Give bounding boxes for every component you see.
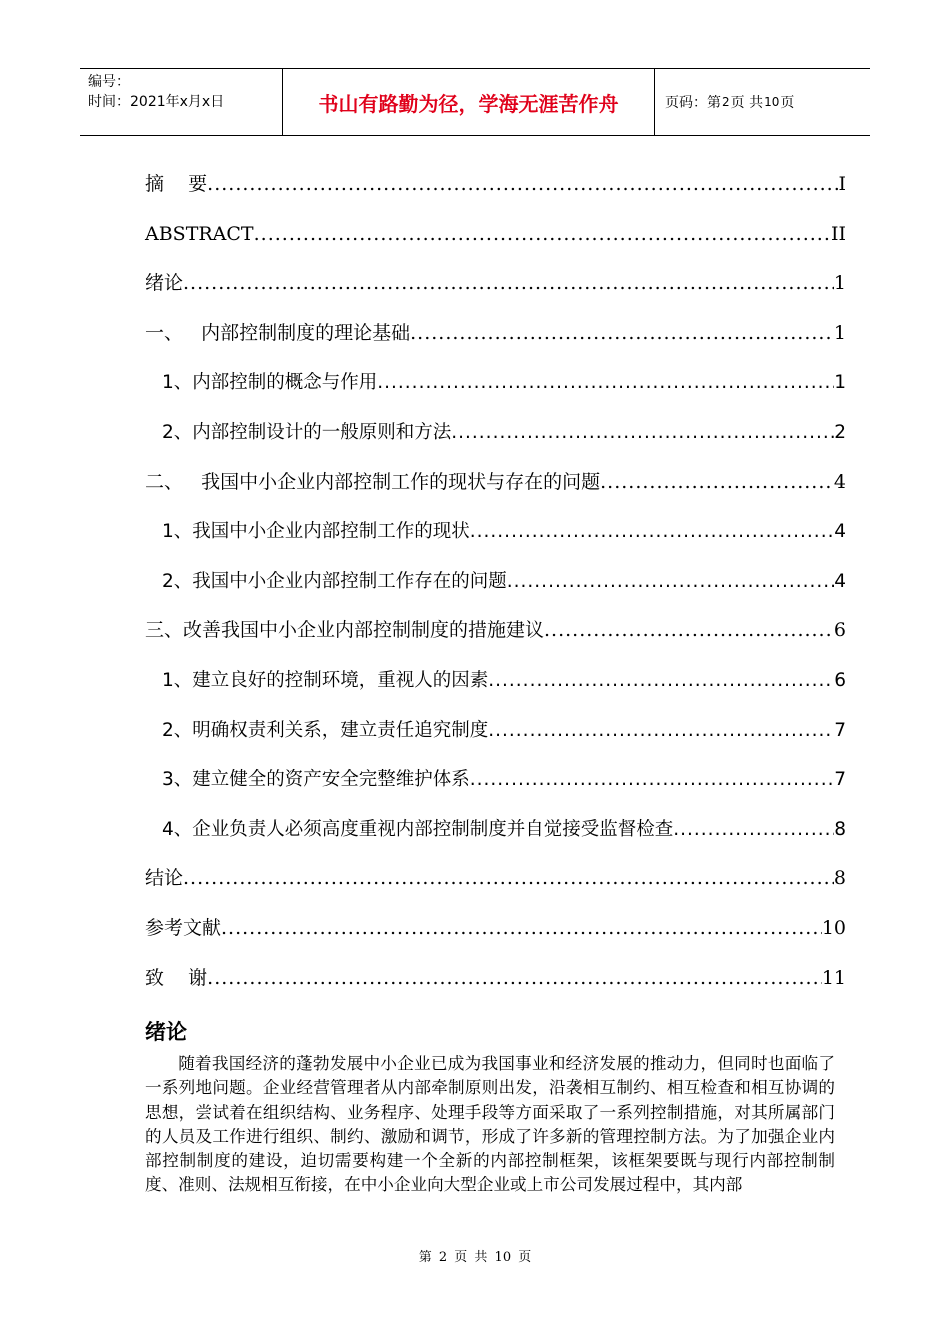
toc-leader-dots [221, 904, 822, 954]
toc-entry-page: 10 [821, 916, 846, 939]
toc-leader-dots [544, 606, 834, 656]
toc-entry-title: 2、内部控制设计的一般原则和方法 [162, 421, 452, 443]
toc-leader-dots [600, 458, 834, 508]
header-motto: 书山有路勤为径，学海无涯苦作舟 [282, 69, 655, 135]
toc-entry[interactable] [145, 210, 846, 260]
toc-leader-dots [470, 755, 834, 805]
toc-entry-page: 6 [833, 619, 846, 642]
toc-entry[interactable] [145, 805, 846, 855]
toc-entry-title: 1、我国中小企业内部控制工作的现状 [162, 521, 470, 543]
toc-entry-title: 三、改善我国中小企业内部控制制度的措施建议 [145, 619, 545, 642]
toc-entry-title: 致 谢 [145, 966, 208, 989]
toc-entry[interactable] [145, 309, 846, 359]
section-body: 随着我国经济的蓬勃发展中小企业已成为我国事业和经济发展的推动力，但同时也面临了一系列地问题。企业经营管理者从内部牵制原则出发，沿袭相互制约、相互检查和相互协调的思想，尝试着在组织结构、业务程序、处理手段等方面采取了一系列控制措施，对其所属部门的人员及工作进行组织、制约、激励和调节，形成了许多新的管理控制方法。为了加强企业内部控制制度的建设，迫切需要构建一个全新的内部控制框架，该框架要既与现行内部控制制度、准则、法规相互衔接，在中小企业向大型企业或上市公司发展过程中，其内部 [145, 1054, 835, 1195]
toc-leader-dots [254, 210, 831, 260]
toc-entry-title: 绪论 [145, 272, 184, 295]
toc-entry-page: 7 [834, 769, 846, 791]
toc-entry[interactable] [145, 656, 846, 706]
toc-entry-page: 8 [833, 867, 846, 890]
page-current: 2 [722, 95, 730, 109]
toc-entry-page: 1 [834, 372, 846, 394]
page-mid: 页 共 [730, 95, 764, 111]
toc-entry-page: 4 [834, 570, 846, 592]
toc-entry-page: 11 [821, 966, 846, 989]
table-of-contents [145, 160, 846, 1003]
toc-entry-page: 8 [834, 818, 846, 840]
toc-entry[interactable] [145, 954, 846, 1004]
toc-entry[interactable] [145, 904, 846, 954]
toc-leader-dots [507, 557, 834, 607]
toc-entry-page: 1 [833, 272, 846, 295]
toc-entry-title: 4、企业负责人必须高度重视内部控制制度并自觉接受监督检查 [162, 818, 674, 840]
toc-entry-page: 2 [834, 421, 846, 443]
toc-entry[interactable] [145, 507, 846, 557]
toc-entry-title: 一、 内部控制制度的理论基础 [145, 321, 411, 344]
toc-entry-page: I [838, 173, 846, 195]
toc-entry[interactable] [145, 358, 846, 408]
toc-leader-dots [207, 954, 822, 1004]
page-header [80, 68, 870, 136]
toc-entry-title: 结论 [145, 867, 184, 890]
toc-leader-dots [183, 854, 834, 904]
header-info [80, 69, 282, 135]
toc-leader-dots [377, 358, 834, 408]
toc-entry-title: ABSTRACT [145, 222, 254, 245]
toc-leader-dots [451, 408, 834, 458]
toc-entry-title: 3、建立健全的资产安全完整维护体系 [162, 769, 470, 791]
toc-entry-page: 4 [833, 470, 846, 493]
toc-entry-page: II [830, 222, 846, 245]
page-suffix: 页 [780, 95, 795, 111]
toc-entry-title: 1、内部控制的概念与作用 [162, 372, 378, 394]
toc-entry-title: 2、明确权责利关系，建立责任追究制度 [162, 719, 489, 741]
header-page-info [655, 69, 870, 135]
toc-entry-page: 6 [834, 669, 846, 691]
document-date: 时间：2021年x月x日 [88, 94, 225, 110]
toc-leader-dots [183, 259, 834, 309]
toc-leader-dots [410, 309, 834, 359]
toc-entry-page: 4 [834, 521, 846, 543]
toc-entry[interactable] [145, 854, 846, 904]
toc-entry[interactable] [145, 606, 846, 656]
toc-leader-dots [488, 706, 834, 756]
document-number-label: 编号： [88, 74, 130, 90]
toc-entry[interactable] [145, 557, 846, 607]
toc-leader-dots [207, 160, 838, 210]
toc-entry-title: 二、 我国中小企业内部控制工作的现状与存在的问题 [145, 470, 601, 493]
page-footer: 第 2 页 共 10 页 [418, 1250, 532, 1265]
toc-entry-title: 1、建立良好的控制环境，重视人的因素 [162, 669, 489, 691]
toc-entry[interactable] [145, 160, 846, 210]
toc-entry[interactable] [145, 259, 846, 309]
toc-entry[interactable] [145, 706, 846, 756]
toc-entry[interactable] [145, 755, 846, 805]
toc-entry-title: 参考文献 [145, 916, 222, 939]
page-prefix: 页码：第 [665, 95, 721, 111]
page-total: 10 [764, 95, 780, 109]
toc-leader-dots [470, 507, 834, 557]
toc-leader-dots [673, 805, 834, 855]
toc-entry[interactable] [145, 458, 846, 508]
toc-entry-title: 2、我国中小企业内部控制工作存在的问题 [162, 570, 507, 592]
toc-entry-page: 1 [833, 321, 846, 344]
toc-entry[interactable] [145, 408, 846, 458]
toc-entry-title: 摘 要 [145, 173, 208, 195]
section-title: 绪论 [145, 1020, 187, 1044]
toc-entry-page: 7 [834, 719, 846, 741]
toc-leader-dots [488, 656, 834, 706]
